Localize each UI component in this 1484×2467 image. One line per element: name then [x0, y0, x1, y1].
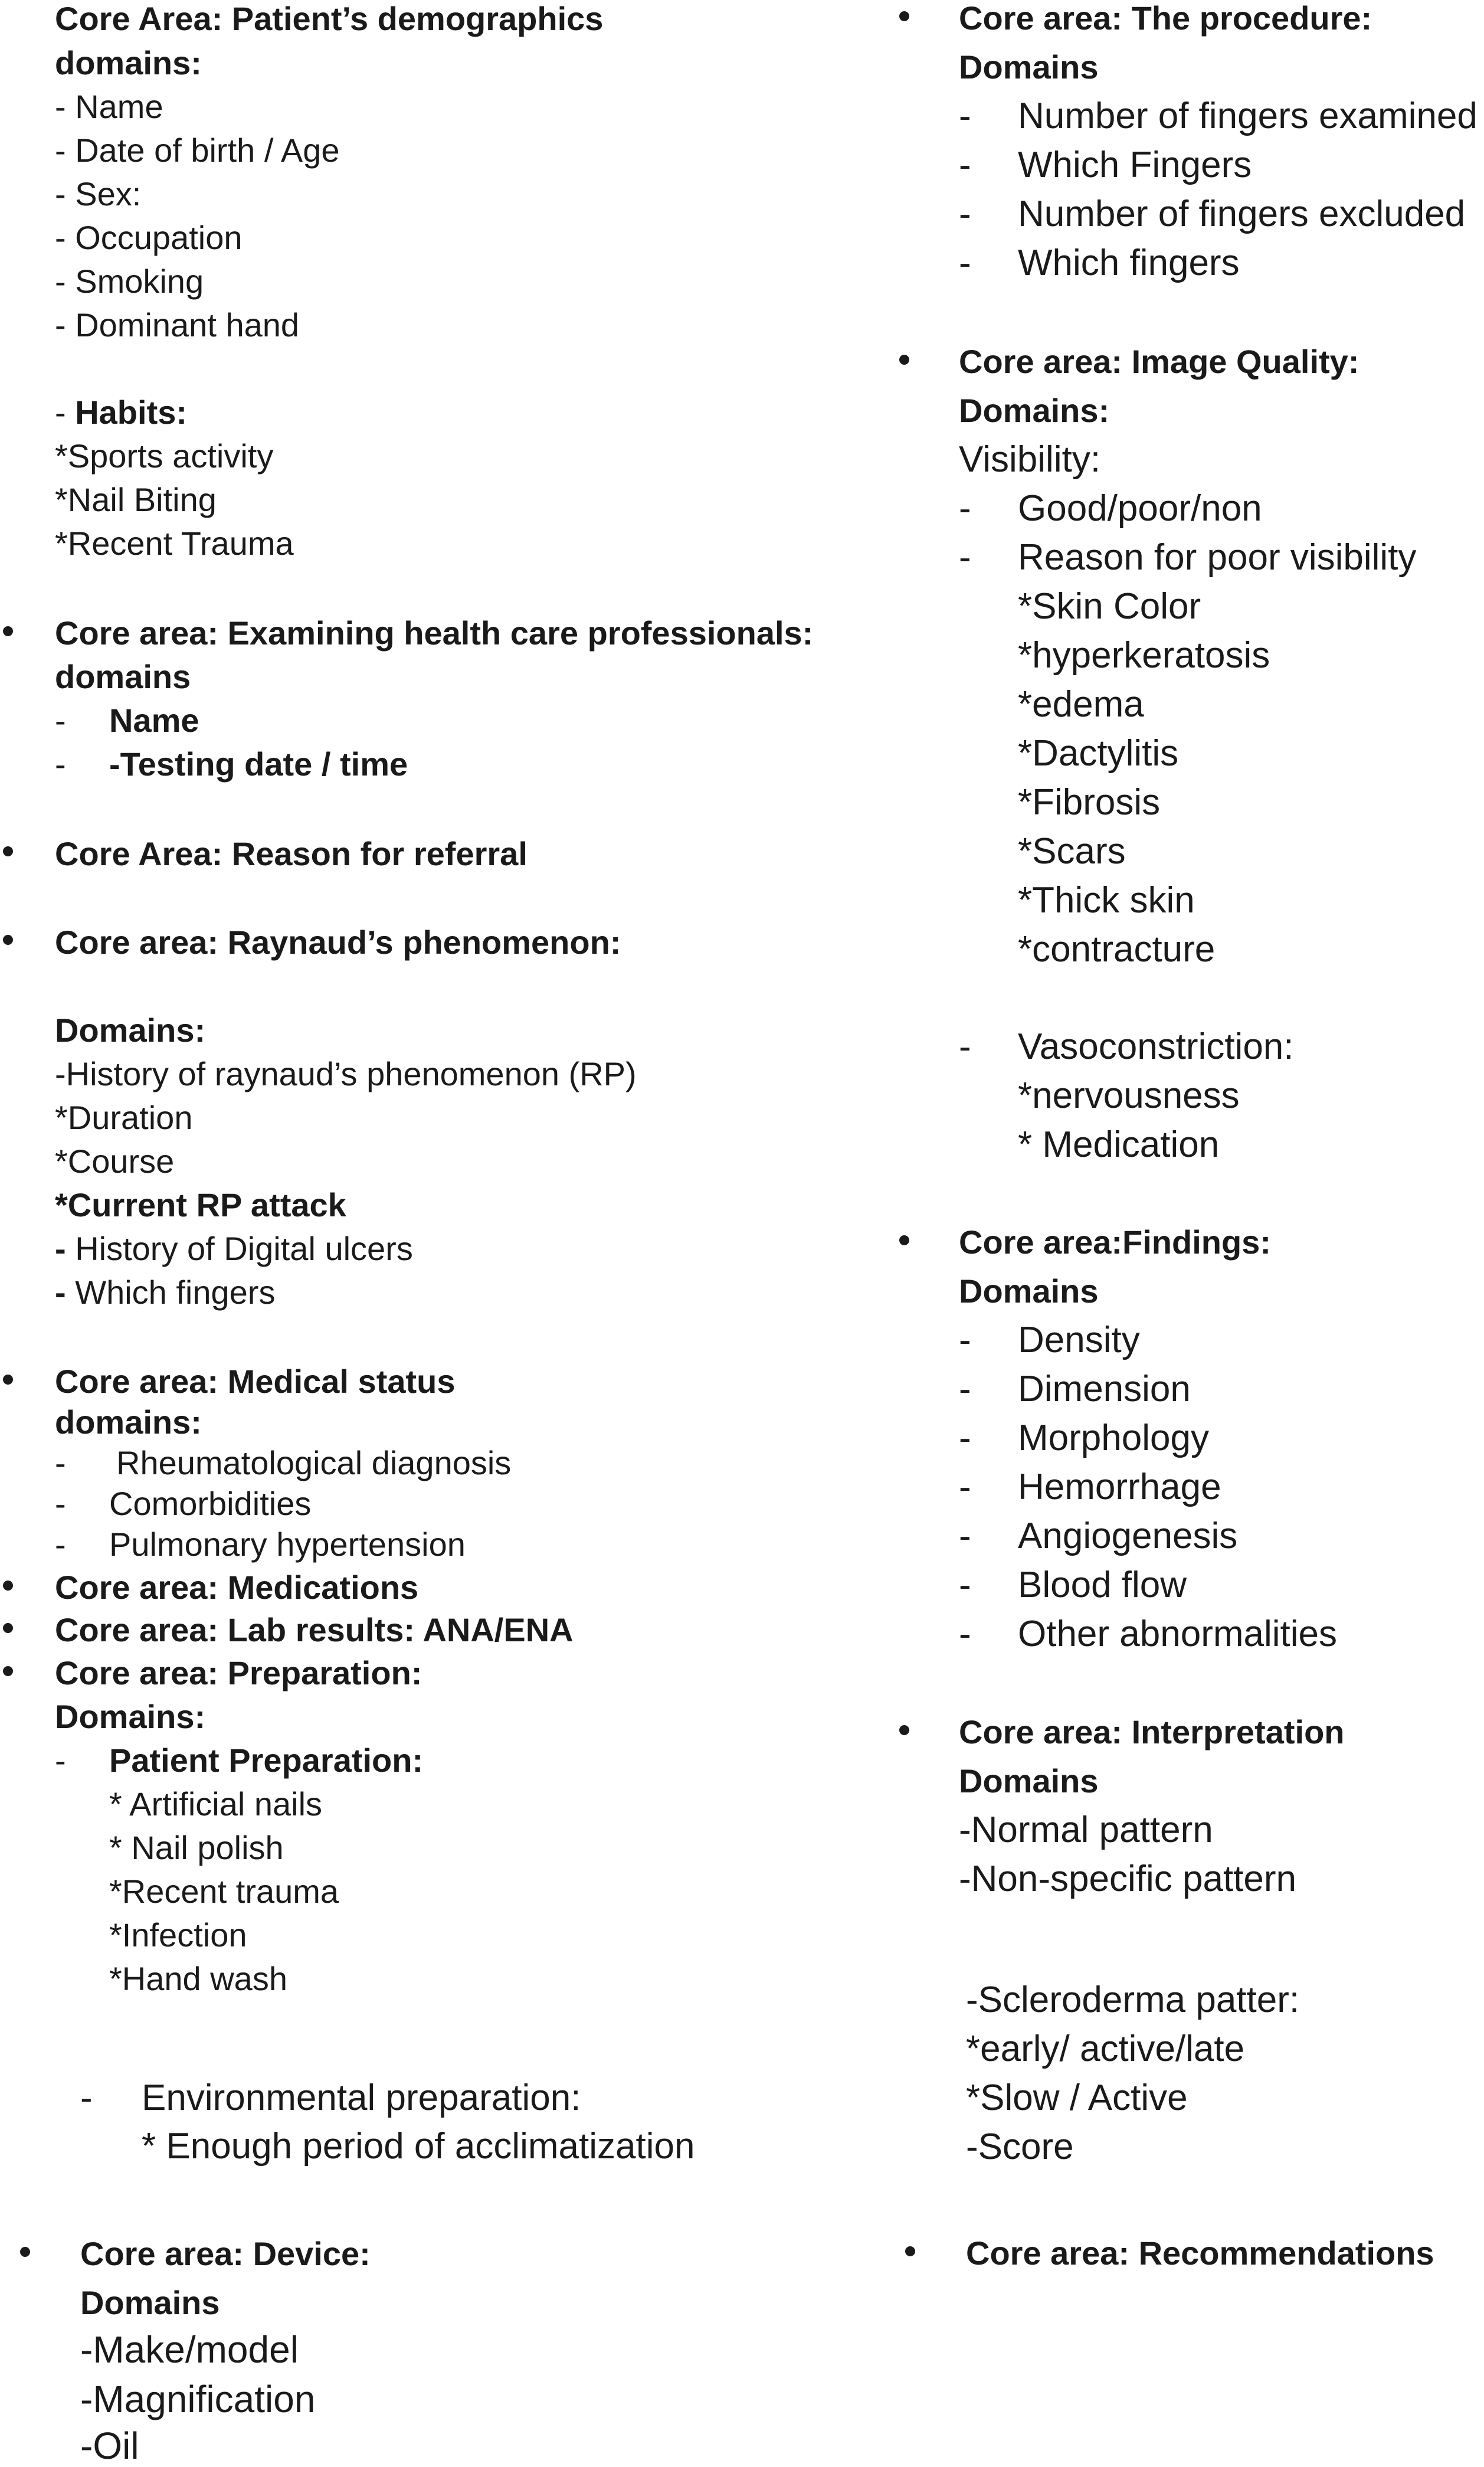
raynaud-domains-label: Domains: — [55, 1012, 206, 1049]
vasoconstriction-item: * Medication — [1018, 1124, 1220, 1165]
findings-item: Hemorrhage — [1018, 1467, 1221, 1507]
visibility-reason: *edema — [1018, 684, 1144, 725]
demographics-item: - Occupation — [55, 219, 243, 256]
dash-icon: - — [959, 1369, 971, 1409]
bullet-icon — [899, 11, 909, 21]
professionals-heading: Core area: Examining health care professionals: — [55, 614, 814, 652]
medical-item: Comorbidities — [109, 1485, 312, 1522]
habit-item: *Nail Biting — [55, 481, 217, 518]
procedure-heading: Core area: The procedure: — [959, 0, 1372, 37]
interpretation-domains-label: Domains — [959, 1762, 1099, 1799]
raynaud-history: -History of raynaud’s phenomenon (RP) — [55, 1055, 637, 1092]
bullet-icon — [3, 846, 13, 856]
dash-icon: - — [959, 1614, 971, 1654]
visibility-reason: *Skin Color — [1018, 586, 1201, 627]
demographics-item: - Sex: — [55, 175, 142, 212]
visibility-item: Reason for poor visibility — [1018, 537, 1417, 578]
environmental-preparation-item: * Enough period of acclimatization — [142, 2126, 695, 2167]
dash-icon: - — [959, 537, 971, 578]
dash-icon: - — [55, 1742, 66, 1779]
raynaud-ulcers: - History of Digital ulcers — [55, 1230, 413, 1267]
raynaud-heading: Core area: Raynaud’s phenomenon: — [55, 924, 621, 961]
device-item: -Magnification — [80, 2378, 316, 2420]
habit-item: *Sports activity — [55, 437, 274, 475]
findings-item: Other abnormalities — [1018, 1614, 1338, 1654]
dash-icon: - — [959, 96, 971, 136]
habit-item: *Recent Trauma — [55, 525, 294, 562]
habits-label: - Habits: — [55, 394, 188, 431]
professionals-item: Name — [109, 702, 199, 739]
professionals-domains-label: domains — [55, 658, 191, 695]
dash-icon: - — [959, 145, 971, 185]
scleroderma-item: -Scleroderma patter: — [966, 1980, 1300, 2020]
scleroderma-item: -Score — [966, 2126, 1074, 2167]
procedure-item: Which Fingers — [1018, 145, 1252, 185]
interpretation-heading: Core area: Interpretation — [959, 1713, 1345, 1751]
bullet-icon — [905, 2246, 915, 2256]
bullet-icon — [20, 2247, 30, 2257]
interpretation-item: -Normal pattern — [959, 1810, 1213, 1850]
dash-icon: - — [55, 1444, 66, 1481]
dash-icon: - — [959, 1418, 971, 1458]
procedure-item: Number of fingers excluded — [1018, 194, 1466, 234]
findings-domains-label: Domains — [959, 1272, 1099, 1310]
dash-icon: - — [959, 243, 971, 283]
findings-item: Angiogenesis — [1018, 1516, 1238, 1556]
bullet-icon — [3, 626, 13, 636]
dash-icon: - — [959, 194, 971, 234]
bullet-icon — [899, 355, 909, 365]
dash-icon: - — [959, 488, 971, 529]
dash-icon: - — [959, 1565, 971, 1605]
preparation-domains-label: Domains: — [55, 1698, 206, 1735]
raynaud-current-attack: *Current RP attack — [55, 1186, 346, 1223]
patient-preparation-item: *Infection — [109, 1916, 247, 1954]
referral-heading: Core Area: Reason for referral — [55, 835, 528, 872]
visibility-reason: *Fibrosis — [1018, 782, 1161, 823]
demographics-item: - Smoking — [55, 263, 204, 300]
dash-icon: - — [959, 1320, 971, 1360]
findings-item: Morphology — [1018, 1418, 1209, 1458]
lab-heading: Core area: Lab results: ANA/ENA — [55, 1611, 574, 1648]
medical-item: Pulmonary hypertension — [109, 1526, 466, 1563]
demographics-heading: Core Area: Patient’s demographics — [55, 0, 604, 37]
visibility-reason: *hyperkeratosis — [1018, 635, 1270, 676]
dash-icon: - — [55, 702, 66, 739]
device-item: -Make/model — [80, 2328, 299, 2371]
patient-preparation-item: *Recent trauma — [109, 1873, 339, 1910]
visibility-item: Good/poor/non — [1018, 488, 1262, 529]
bullet-icon — [899, 1235, 909, 1245]
preparation-heading: Core area: Preparation: — [55, 1654, 422, 1691]
patient-preparation-item: * Nail polish — [109, 1829, 284, 1866]
visibility-reason: *contracture — [1018, 929, 1216, 970]
bullet-icon — [3, 1581, 13, 1591]
demographics-item: - Date of birth / Age — [55, 132, 340, 169]
demographics-item: - Dominant hand — [55, 306, 300, 343]
procedure-item: Number of fingers examined — [1018, 96, 1478, 136]
vasoconstriction-item: *nervousness — [1018, 1075, 1240, 1116]
demographics-item: - Name — [55, 88, 163, 125]
dash-icon: - — [55, 1485, 66, 1522]
raynaud-course: *Course — [55, 1143, 175, 1180]
dash-icon: - — [959, 1467, 971, 1507]
findings-item: Blood flow — [1018, 1565, 1187, 1605]
environmental-preparation-label: Environmental preparation: — [142, 2077, 581, 2118]
patient-preparation-label: Patient Preparation: — [109, 1742, 424, 1779]
medications-heading: Core area: Medications — [55, 1569, 419, 1606]
medical-item: Rheumatological diagnosis — [116, 1444, 512, 1481]
recommendations-heading: Core area: Recommendations — [966, 2234, 1434, 2272]
demographics-domains-label: domains: — [55, 44, 202, 81]
bullet-icon — [3, 1623, 13, 1633]
interpretation-item: -Non-specific pattern — [959, 1859, 1297, 1899]
visibility-label: Visibility: — [959, 439, 1101, 480]
findings-item: Density — [1018, 1320, 1140, 1360]
image-quality-heading: Core area: Image Quality: — [959, 343, 1359, 380]
bullet-icon — [899, 1725, 909, 1735]
procedure-item: Which fingers — [1018, 243, 1240, 283]
medical-heading: Core area: Medical status — [55, 1363, 456, 1400]
dash-icon: - — [959, 1026, 971, 1067]
raynaud-fingers: - Which fingers — [55, 1274, 276, 1311]
scleroderma-item: *Slow / Active — [966, 2077, 1188, 2118]
dash-icon: - — [80, 2077, 93, 2118]
bullet-icon — [3, 1666, 13, 1676]
findings-item: Dimension — [1018, 1369, 1191, 1409]
findings-heading: Core area:Findings: — [959, 1223, 1271, 1261]
bullet-icon — [3, 1375, 13, 1385]
dash-icon: - — [959, 1516, 971, 1556]
raynaud-duration: *Duration — [55, 1099, 193, 1136]
patient-preparation-item: * Artificial nails — [109, 1785, 323, 1823]
device-item: -Oil — [80, 2425, 139, 2467]
visibility-reason: *Scars — [1018, 831, 1126, 872]
scleroderma-item: *early/ active/late — [966, 2028, 1245, 2069]
image-quality-domains-label: Domains: — [959, 392, 1110, 429]
patient-preparation-item: *Hand wash — [109, 1960, 287, 1997]
professionals-item: -Testing date / time — [109, 745, 408, 783]
visibility-reason: *Dactylitis — [1018, 733, 1179, 774]
dash-icon: - — [55, 745, 66, 783]
dash-icon: - — [55, 1526, 66, 1563]
device-domains-label: Domains — [80, 2284, 220, 2321]
medical-domains-label: domains: — [55, 1403, 202, 1441]
visibility-reason: *Thick skin — [1018, 880, 1195, 921]
procedure-domains-label: Domains — [959, 48, 1099, 86]
bullet-icon — [3, 935, 13, 945]
vasoconstriction-label: Vasoconstriction: — [1018, 1026, 1294, 1067]
device-heading: Core area: Device: — [80, 2235, 371, 2272]
